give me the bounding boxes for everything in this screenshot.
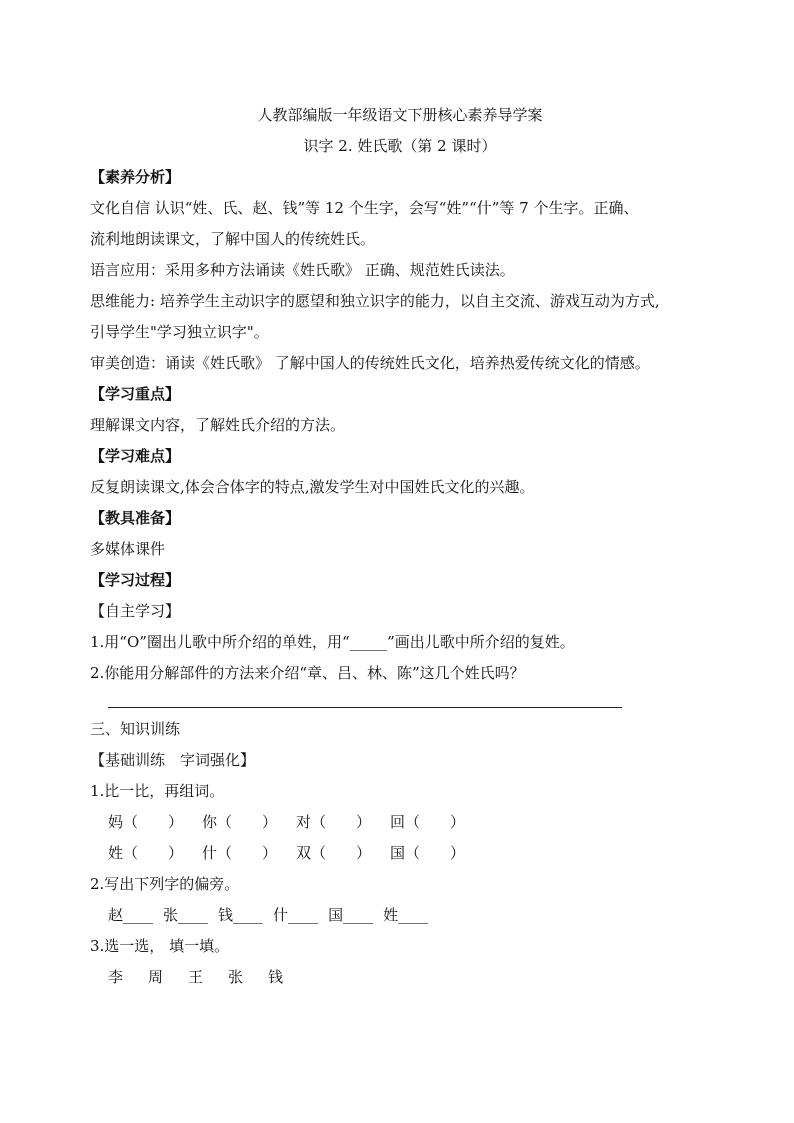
radical-item[interactable]: 国____ bbox=[328, 906, 374, 924]
paragraph-culture-1: 文化自信 认识“姓、氏、赵、钱”等 12 个生字，会写“姓”“什”等 7 个生字。正确、 bbox=[90, 199, 639, 217]
surname-option: 钱 bbox=[268, 968, 284, 986]
training-heading: 三、知识训练 bbox=[90, 720, 181, 738]
radical-item[interactable]: 姓____ bbox=[383, 906, 429, 924]
compare-item[interactable]: 妈（ ） bbox=[108, 813, 184, 831]
exercise-3: 3.选一选， 填一填。 bbox=[90, 937, 230, 955]
exercise-2: 2.写出下列字的偏旁。 bbox=[90, 875, 240, 893]
section-heading-process: 【学习过程】 bbox=[90, 571, 181, 589]
section-heading-key-points: 【学习重点】 bbox=[90, 385, 181, 403]
exercise-1: 1.比一比，再组词。 bbox=[90, 782, 225, 800]
paragraph-thinking-2: 引导学生"学习独立识字"。 bbox=[90, 323, 269, 341]
paragraph-thinking-1: 思维能力: 培养学生主动识字的愿望和独立识字的能力，以自主交流、游戏互动为方式, bbox=[90, 292, 660, 310]
key-points-text: 理解课文内容，了解姓氏介绍的方法。 bbox=[90, 416, 346, 434]
compare-item[interactable]: 姓（ ） bbox=[108, 844, 184, 862]
materials-text: 多媒体课件 bbox=[90, 540, 166, 558]
section-heading-materials: 【教具准备】 bbox=[90, 509, 181, 527]
difficulties-text: 反复朗读课文,体会合体字的特点,激发学生对中国姓氏文化的兴趣。 bbox=[90, 478, 535, 496]
self-study-heading: 【自主学习】 bbox=[90, 602, 181, 620]
paragraph-language: 语言应用：采用多种方法诵读《姓氏歌》 正确、规范姓氏读法。 bbox=[90, 261, 515, 279]
paragraph-aesthetic: 审美创造：诵读《姓氏歌》 了解中国人的传统姓氏文化，培养热爱传统文化的情感。 bbox=[90, 354, 650, 372]
compare-item[interactable]: 回（ ） bbox=[390, 813, 466, 831]
compare-item[interactable]: 对（ ） bbox=[296, 813, 372, 831]
radical-item[interactable]: 什____ bbox=[273, 906, 319, 924]
radical-item[interactable]: 赵____ bbox=[108, 906, 154, 924]
surname-option: 李 bbox=[108, 968, 124, 986]
section-heading-difficulties: 【学习难点】 bbox=[90, 447, 181, 465]
section-heading-literacy: 【素养分析】 bbox=[90, 168, 181, 186]
radical-item[interactable]: 钱____ bbox=[218, 906, 264, 924]
answer-line[interactable] bbox=[108, 689, 622, 708]
document-subtitle: 识字 2. 姓氏歌（第 2 课时） bbox=[303, 137, 497, 155]
training-subheading: 【基础训练 字词强化】 bbox=[90, 751, 256, 769]
document-title: 人教部编版一年级语文下册核心素养导学案 bbox=[257, 106, 543, 124]
radical-row bbox=[90, 900, 710, 931]
compare-item[interactable]: 你（ ） bbox=[202, 813, 278, 831]
compare-row-2 bbox=[90, 838, 710, 869]
surname-options bbox=[90, 962, 710, 993]
compare-item[interactable]: 什（ ） bbox=[202, 844, 278, 862]
compare-item[interactable]: 双（ ） bbox=[296, 844, 372, 862]
compare-row-1 bbox=[90, 807, 710, 838]
surname-option: 周 bbox=[148, 968, 164, 986]
question-2: 2.你能用分解部件的方法来介绍“章、吕、林、陈”这几个姓氏吗？ bbox=[90, 664, 525, 682]
compare-item[interactable]: 国（ ） bbox=[390, 844, 466, 862]
surname-option: 王 bbox=[188, 968, 204, 986]
radical-item[interactable]: 张____ bbox=[163, 906, 209, 924]
question-1: 1.用“O”圈出儿歌中所介绍的单姓，用“_____”画出儿歌中所介绍的复姓。 bbox=[90, 633, 575, 651]
document-page bbox=[90, 100, 710, 993]
paragraph-culture-2: 流利地朗读课文，了解中国人的传统姓氏。 bbox=[90, 230, 376, 248]
surname-option: 张 bbox=[228, 968, 244, 986]
